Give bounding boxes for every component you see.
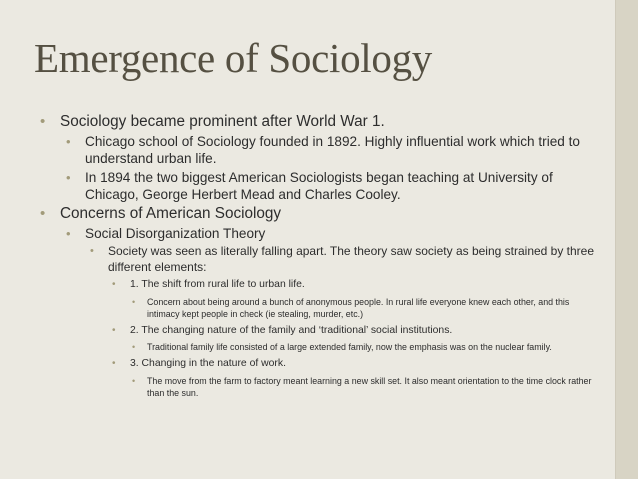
bullet-item <box>40 324 600 338</box>
bullet-item <box>40 341 600 353</box>
bullet-item <box>40 244 600 275</box>
bullet-icon: • <box>112 279 116 290</box>
bullet-icon: • <box>132 375 136 386</box>
bullet-text: The move from the farm to factory meant learning a new skill set. It also meant orientation to the time clock rather than the sun. <box>147 375 592 398</box>
bullet-icon: • <box>66 226 71 241</box>
bullet-text: Social Disorganization Theory <box>85 226 266 241</box>
bullet-text: 3. Changing in the nature of work. <box>130 358 286 369</box>
bullet-text: Concerns of American Sociology <box>60 205 282 222</box>
bullet-item <box>40 278 600 292</box>
side-accent-bar <box>616 0 638 479</box>
bullet-item <box>40 169 600 203</box>
bullet-text: Sociology became prominent after World War 1. <box>60 113 385 130</box>
bullet-item <box>40 296 600 320</box>
bullet-item <box>40 205 600 223</box>
bullet-text: In 1894 the two biggest American Sociologists began teaching at University of Chicago, George Herbert Mead and Charles Cooley. <box>85 170 553 202</box>
bullet-item <box>40 133 600 167</box>
bullet-item <box>40 225 600 242</box>
bullet-icon: • <box>132 296 136 307</box>
bullet-icon: • <box>40 113 46 130</box>
bullet-item <box>40 113 600 131</box>
bullet-icon: • <box>112 358 116 369</box>
bullet-text: Society was seen as literally falling apart. The theory saw society as being strained by three different elements: <box>108 244 595 274</box>
bullet-item <box>40 357 600 371</box>
bullet-icon: • <box>112 324 116 336</box>
bullet-icon: • <box>66 170 71 185</box>
bullet-icon: • <box>90 245 94 257</box>
bullet-text: Concern about being around a bunch of anonymous people. In rural life everyone knew each other, and this intimacy kept people in check (ie stealing, murder, etc.) <box>147 296 570 319</box>
bullet-icon: • <box>66 134 71 149</box>
bullet-text: Chicago school of Sociology founded in 1892. Highly influential work which tried to understand urban life. <box>85 134 580 166</box>
bullet-text: 1. The shift from rural life to urban life. <box>130 279 305 290</box>
bullet-icon: • <box>40 205 46 222</box>
bullet-item <box>40 375 600 399</box>
bullet-icon: • <box>132 342 136 352</box>
slide-title: Emergence of Sociology <box>34 35 432 81</box>
slide-body <box>40 113 600 403</box>
bullet-text: Traditional family life consisted of a large extended family, now the emphasis was on the nuclear family. <box>147 342 552 352</box>
bullet-text: 2. The changing nature of the family and ‘traditional’ social institutions. <box>130 324 453 336</box>
